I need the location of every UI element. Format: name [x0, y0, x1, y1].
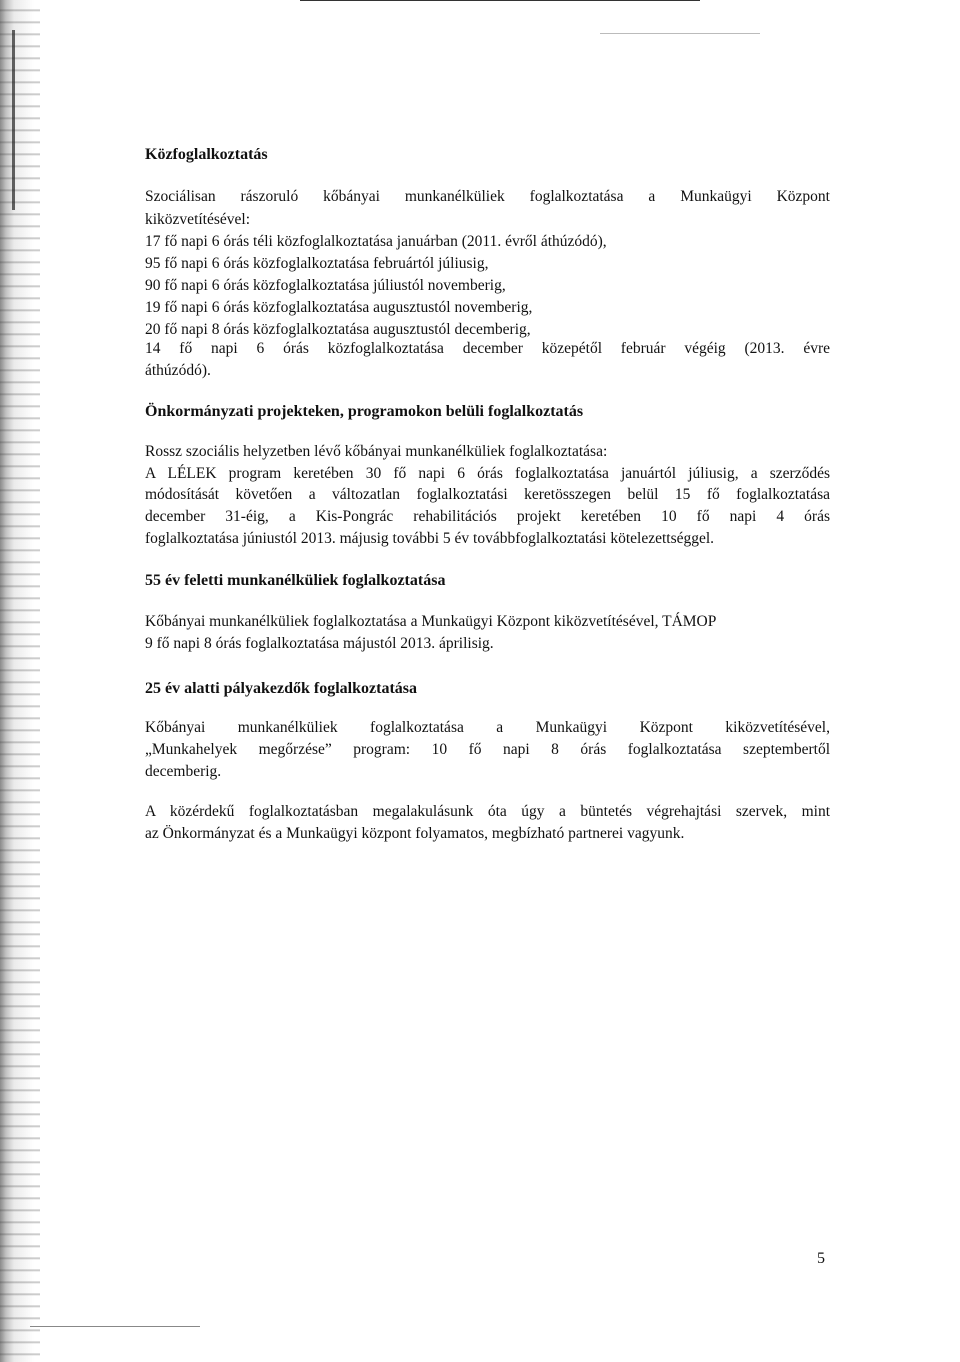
- scan-bottom-rule: [30, 1326, 200, 1327]
- closing-line: az Önkormányzat és a Munkaügyi központ folyamatos, megbízható partnerei vagyunk.: [145, 825, 685, 842]
- paragraph-line: Rossz szociális helyzetben lévő kőbányai munkanélküliek foglalkoztatása:: [145, 443, 608, 460]
- paragraph-line: 95 fő napi 6 órás közfoglalkoztatása februártól júliusig,: [145, 255, 489, 272]
- paragraph-line: Kőbányai munkanélküliek foglalkoztatása a Munkaügyi Központ kiközvetítésével, TÁMOP: [145, 613, 717, 630]
- paragraph-line: 14 fő napi 6 órás közfoglalkoztatása december közepétől február végéig (2013. évre: [145, 340, 830, 357]
- paragraph-line: Szociálisan rászoruló kőbányai munkanélküliek foglalkoztatása a Munkaügyi Központ: [145, 188, 830, 205]
- scan-top-rule: [300, 0, 700, 1]
- paragraph-line: decemberig.: [145, 763, 222, 780]
- paragraph-line: 9 fő napi 8 órás foglalkoztatása májustól 2013. áprilisig.: [145, 635, 494, 652]
- paragraph-line: módosítását követően a változatlan foglalkoztatási keretösszegen belül 15 fő foglalkoztatása: [145, 486, 830, 503]
- section-heading-onkormanyzati-projektek: Önkormányzati projekteken, programokon belüli foglalkoztatás: [145, 403, 584, 420]
- paragraph-line: 17 fő napi 6 órás téli közfoglalkoztatása januárban (2011. évről áthúzódó),: [145, 233, 607, 250]
- paragraph-line: „Munkahelyek megőrzése” program: 10 fő napi 8 órás foglalkoztatása szeptembertől: [145, 741, 830, 758]
- paragraph-line: A LÉLEK program keretében 30 fő napi 6 órás foglalkoztatása januártól júliusig, a szerződés: [145, 465, 830, 482]
- paragraph-line: áthúzódó).: [145, 362, 211, 379]
- scan-top-rule-faint: [600, 33, 760, 34]
- paragraph-line: 20 fő napi 8 órás közfoglalkoztatása augusztustól decemberig,: [145, 321, 531, 338]
- paragraph-line: 90 fő napi 6 órás közfoglalkoztatása júliustól novemberig,: [145, 277, 506, 294]
- paragraph-line: 19 fő napi 6 órás közfoglalkoztatása augusztustól novemberig,: [145, 299, 533, 316]
- paragraph-line: kiközvetítésével:: [145, 211, 251, 228]
- section-heading-55-ev-feletti: 55 év feletti munkanélküliek foglalkoztatása: [145, 572, 446, 589]
- paragraph-line: Kőbányai munkanélküliek foglalkoztatása a Munkaügyi Központ kiközvetítésével,: [145, 719, 830, 736]
- paragraph-line: foglalkoztatása júniustól 2013. májusig további 5 év továbbfoglalkoztatási kötelezettséggel.: [145, 530, 715, 547]
- section-heading-kozfoglalkoztatas: Közfoglalkoztatás: [145, 146, 268, 163]
- section-heading-25-ev-alatti: 25 év alatti pályakezdők foglalkoztatása: [145, 680, 417, 697]
- scan-binding-edge: [0, 0, 40, 1362]
- page-number: 5: [817, 1250, 825, 1267]
- paragraph-line: december 31-éig, a Kis-Pongrác rehabilitációs projekt keretében 10 fő napi 4 órás: [145, 508, 830, 525]
- closing-line: A közérdekű foglalkoztatásban megalakulásunk óta úgy a büntetés végrehajtási szervek, mint: [145, 803, 830, 820]
